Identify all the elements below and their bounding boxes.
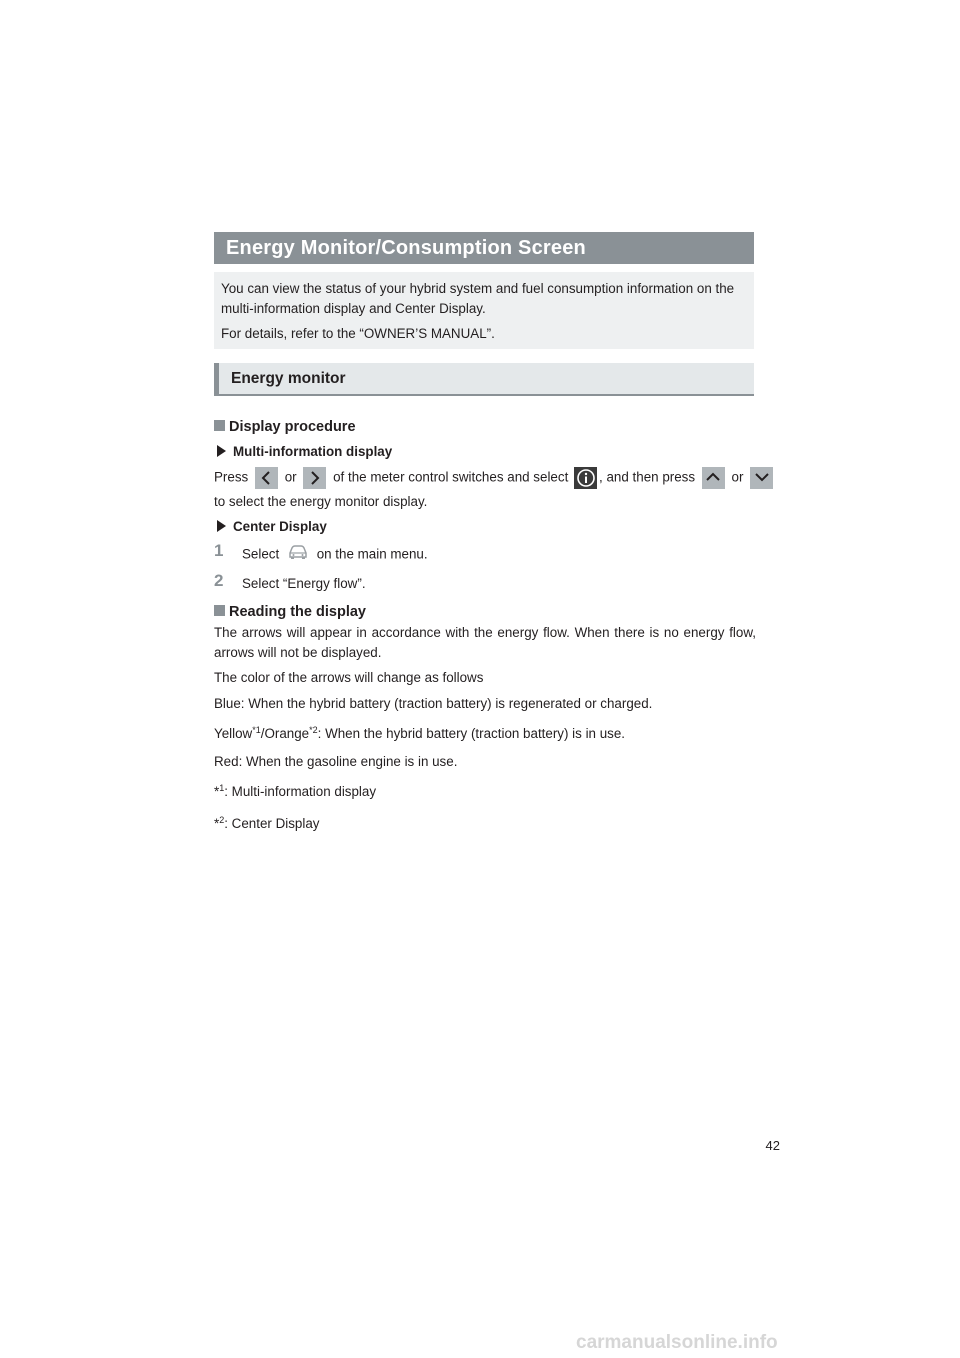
page-title: Energy Monitor/Consumption Screen	[214, 232, 754, 264]
press-instruction-end: to select the energy monitor display.	[214, 494, 428, 509]
info-icon	[574, 467, 597, 489]
color-yellow-orange: Yellow$^{*1}$/Orange$^{*2}$: When the hybrid battery (traction battery) is in use.	[214, 725, 626, 741]
square-bullet-icon	[214, 420, 225, 431]
color-blue: Blue: When the hybrid battery (traction battery) is regenerated or charged.	[214, 696, 653, 711]
step-number: 1	[214, 541, 224, 560]
section-title: Energy monitor	[214, 363, 754, 396]
press-instruction: Press or of the meter control switches and select , and then press or	[214, 467, 759, 489]
page-number: 42	[765, 1138, 780, 1153]
intro-reference: For details, refer to the “OWNER’S MANUAL”.	[221, 326, 495, 341]
triangle-bullet-icon	[217, 520, 226, 532]
chevron-left-icon	[255, 467, 278, 489]
reading-display-heading: Reading the display	[214, 603, 366, 621]
color-red: Red: When the gasoline engine is in use.	[214, 754, 458, 769]
chevron-right-icon	[303, 467, 326, 489]
step-number: 2	[214, 571, 224, 590]
intro-box	[214, 272, 754, 349]
watermark: carmanualsonline.info	[576, 1332, 778, 1353]
triangle-bullet-icon	[217, 445, 226, 457]
square-bullet-icon	[214, 605, 225, 616]
footnote-2: *$^2$: Center Display	[214, 815, 320, 831]
multi-info-subheading: Multi-information display	[217, 443, 392, 461]
footnote-1: *$^1$: Multi-information display	[214, 783, 377, 799]
chevron-up-icon	[702, 467, 725, 489]
intro-text: You can view the status of your hybrid system and fuel consumption information on the multi-information display and Center Display.	[221, 281, 735, 316]
center-display-subheading: Center Display	[217, 518, 327, 536]
reading-para-1: The arrows will appear in accordance with the energy flow. When there is no energy flow, arrows will not be displayed.	[214, 625, 756, 660]
display-procedure-heading: Display procedure	[214, 418, 356, 436]
reading-para-2: The color of the arrows will change as follows	[214, 670, 484, 685]
car-icon	[287, 544, 309, 566]
chevron-down-icon	[750, 467, 773, 489]
